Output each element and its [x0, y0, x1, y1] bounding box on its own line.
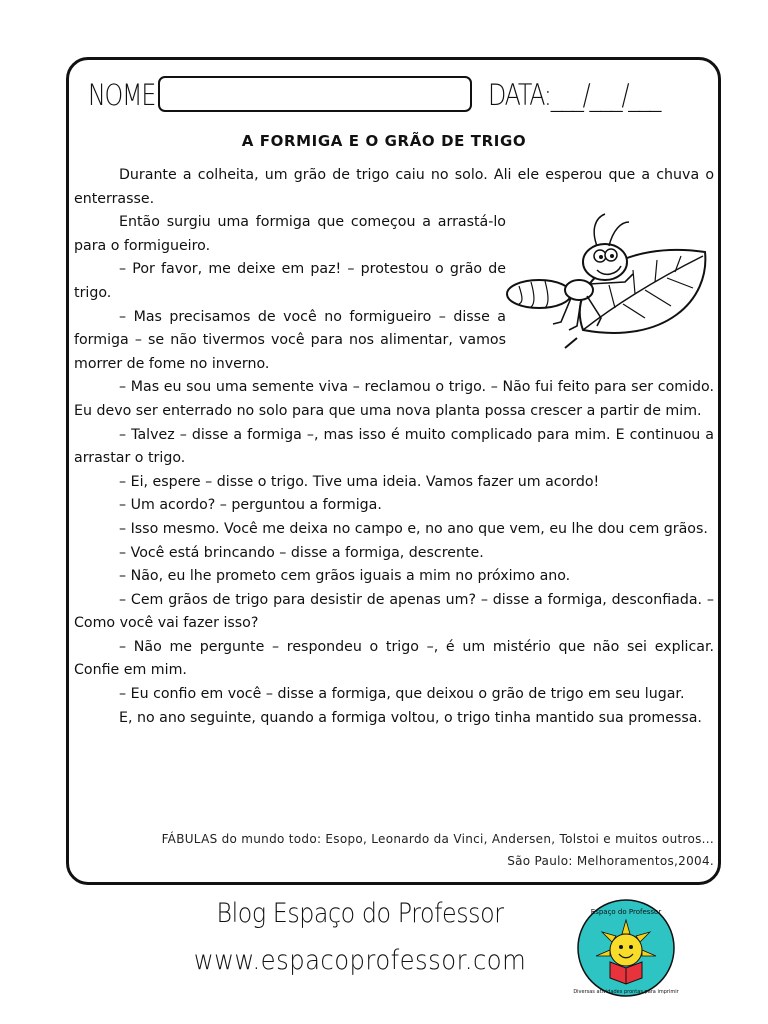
paragraph: – Cem grãos de trigo para desistir de apenas um? – disse a formiga, desconfiada. – Como você vai fazer isso?	[74, 591, 714, 632]
paragraph: – Um acordo? – perguntou a formiga.	[119, 497, 382, 514]
logo-title: Espaço do Professor	[590, 908, 662, 916]
blog-logo	[566, 898, 686, 998]
paragraph: – Não, eu lhe prometo cem grãos iguais a mim no próximo ano.	[119, 568, 571, 585]
date-label: DATA:___/___/___	[488, 78, 661, 112]
worksheet-header	[88, 74, 702, 118]
blog-name: Blog Espaço do Professor	[216, 898, 504, 929]
story-title: A FORMIGA E O GRÃO DE TRIGO	[241, 132, 527, 150]
name-label: NOME:	[88, 78, 162, 112]
paragraph: E, no ano seguinte, quando a formiga voltou, o trigo tinha mantido sua promessa.	[119, 709, 702, 726]
logo-tagline: Diversas atividades prontas para imprimir	[573, 989, 679, 995]
paragraph: – Mas precisamos de você no formigueiro – disse a formiga – se não tivermos você para nos alimentar, vamos morrer de fome no inverno.	[74, 308, 506, 372]
publisher-credit: São Paulo: Melhoramentos,2004.	[507, 854, 714, 868]
paragraph: – Por favor, me deixe em paz! – protestou o grão de trigo.	[74, 261, 506, 301]
blog-url[interactable]: www.espacoprofessor.com	[193, 945, 527, 976]
paragraph: – Talvez – disse a formiga –, mas isso é muito complicado para mim. E continuou a arrastar o trigo.	[74, 426, 714, 467]
name-field[interactable]	[158, 76, 472, 112]
paragraph: – Você está brincando – disse a formiga, descrente.	[119, 544, 484, 561]
paragraph: – Ei, espere – disse o trigo. Tive uma ideia. Vamos fazer um acordo!	[119, 473, 600, 490]
paragraph: Então surgiu uma formiga que começou a arrastá-lo para o formigueiro.	[74, 214, 506, 254]
source-credit: FÁBULAS do mundo todo: Esopo, Leonardo da Vinci, Andersen, Tolstoi e muitos outros...	[161, 832, 714, 846]
ant-and-leaf-illustration	[505, 210, 715, 350]
paragraph: – Eu confio em você – disse a formiga, que deixou o grão de trigo em seu lugar.	[119, 686, 685, 703]
paragraph: – Isso mesmo. Você me deixa no campo e, no ano que vem, eu lhe dou cem grãos.	[119, 520, 708, 537]
paragraph: – Mas eu sou uma semente viva – reclamou o trigo. – Não fui feito para ser comido. Eu devo ser enterrado no solo para que uma nova planta possa crescer a partir de mim.	[74, 379, 714, 419]
paragraph: – Não me pergunte – respondeu o trigo –, é um mistério que não sei explicar. Confie em mim.	[74, 638, 714, 679]
paragraph: Durante a colheita, um grão de trigo caiu no solo. Ali ele esperou que a chuva o enterrasse.	[74, 167, 714, 207]
